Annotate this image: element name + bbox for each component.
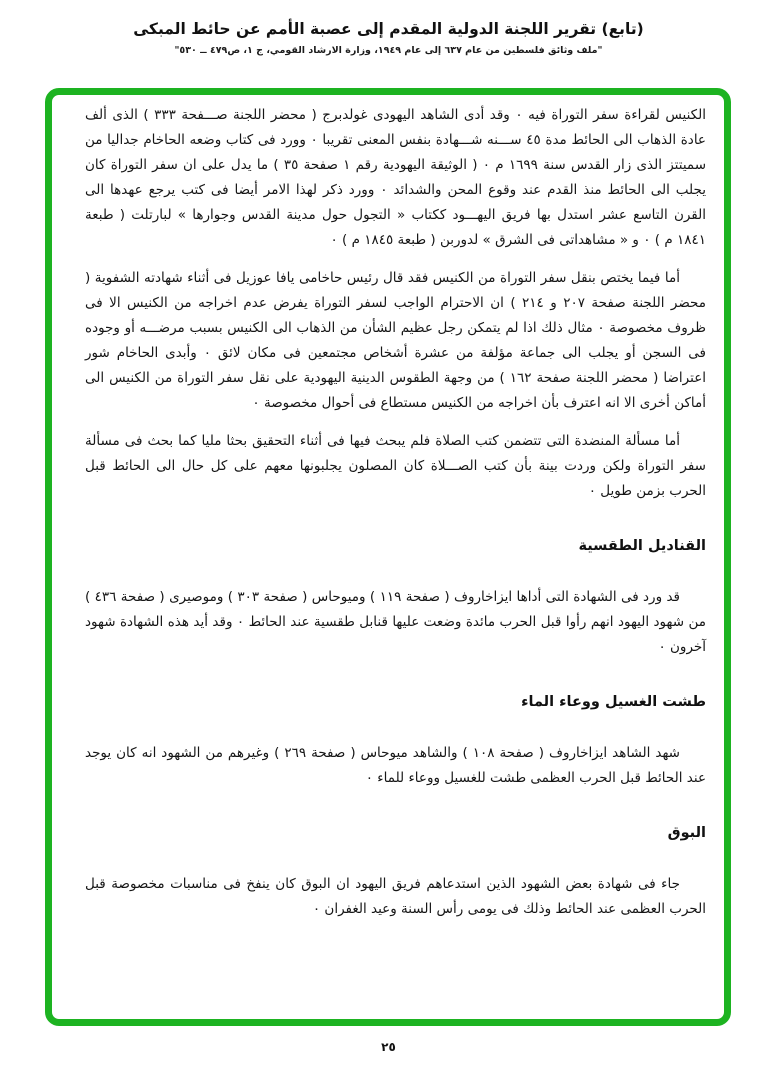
section-heading: القناديل الطقسية	[578, 538, 706, 554]
paragraph: قد ورد فى الشهادة التى أداها ايزاخاروف ( صفحة ١١٩ ) وميوحاس ( صفحة ٣٠٣ ) وموصيرى ( صفحة ٤٣٦ ) من شهود اليهود انهم رأوا قبل الحرب مائدة وضعت عليها قنابل طقسية عند الحائط ۰ وقد أيد هذه الشهادة شهود آخرون ۰	[85, 589, 706, 655]
section-heading: البوق	[667, 825, 706, 841]
document-body	[85, 103, 706, 935]
paragraph: أما فيما يختص بنقل سفر التوراة من الكنيس فقد قال رئيس حاخامى يافا عوزيل فى أثناء شهادته الشفوية ( محضر اللجنة صفحة ٢٠٧ و ٢١٤ ) ان الاحترام الواجب لسفر التوراة يفرض عدم اخراجه من الكنيس الا فى ظروف مخصوصة ۰ مثال ذلك اذا لم يتمكن رجل عظيم الشأن من الذهاب الى الكنيس بسبب مرضـــه أو وجوده فى السجن أو يجلب الى جماعة مؤلفة من عشرة أشخاص مجتمعين فى مكان لائق ۰ وأبدى الحاخام شور اعتراضا ( محضر اللجنة صفحة ١٦٢ ) من وجهة الطقوس الدينية اليهودية على نقل سفر التوراة من الكنيس الى أماكن أخرى الا انه اعترف بأن اخراجه من الكنيس مستطاع فى أحوال مخصوصة ۰	[85, 270, 706, 411]
green-border-frame	[45, 88, 731, 1026]
section-heading: طشت الغسيل ووعاء الماء	[521, 694, 706, 710]
document-title: (تابع) تقرير اللجنة الدولية المقدم إلى عصبة الأمم عن حائط المبكى	[133, 20, 644, 38]
page-number: ٢٥	[381, 1040, 396, 1054]
document-subtitle: "ملف وثائق فلسطين من عام ٦٣٧ إلى عام ١٩٤٩، وزارة الارشاد القومي، ج ١، ص٤٧٩ ــ ٥٣٠"	[174, 45, 603, 56]
paragraph: جاء فى شهادة بعض الشهود الذين استدعاهم فريق اليهود ان البوق كان ينفخ فى مناسبات مخصوصة قبل الحرب العظمى عند الحائط وذلك فى يومى رأس السنة وعيد الغفران ۰	[85, 876, 706, 917]
paragraph: أما مسألة المنضدة التى تتضمن كتب الصلاة فلم يبحث فيها فى أثناء التحقيق بحثا مليا كما بحث فى مسألة سفر التوراة ولكن وردت بينة بأن كتب الصـــلاة كان المصلون يجلبونها معهم على كل حال الى الحائط قبل الحرب بزمن طويل ۰	[85, 433, 706, 499]
paragraph: شهد الشاهد ايزاخاروف ( صفحة ١٠٨ ) والشاهد ميوحاس ( صفحة ٢٦٩ ) وغيرهم من الشهود انه كان يوجد عند الحائط قبل الحرب العظمى طشت للغسيل ووعاء للماء ۰	[85, 745, 706, 786]
document-header	[0, 20, 777, 56]
paragraph: الكنيس لقراءة سفر التوراة فيه ۰ وقد أدى الشاهد اليهودى غولدبرج ( محضر اللجنة صـــفحة ٣٣٣ ) الذى ألف عادة الذهاب الى الحائط مدة ٤٥ ســـنه شـــهادة بنفس المعنى تقريبا ۰ وورد فى كتاب وضعه الحاخام جداليا من سميتتز الذى زار القدس سنة ١٦٩٩ م ۰ ( الوثيقة اليهودية رقم ١ صفحة ٣٥ ) ما يدل على ان سفر التوراة كان يجلب الى الحائط منذ القدم عند وقوع المحن والشدائد ۰ وورد ذكر لهذا الامر أيضا فى كتب يرجع عهدها الى القرن التاسع عشر استدل بها فريق اليهـــود ككتاب « التجول حول مدينة القدس وجوارها » لبارتلت ( طبعة ١٨٤١ م ) ۰ و « مشاهداتى فى الشرق » لدوربن ( طبعة ١٨٤٥ م ) ۰	[85, 107, 707, 248]
